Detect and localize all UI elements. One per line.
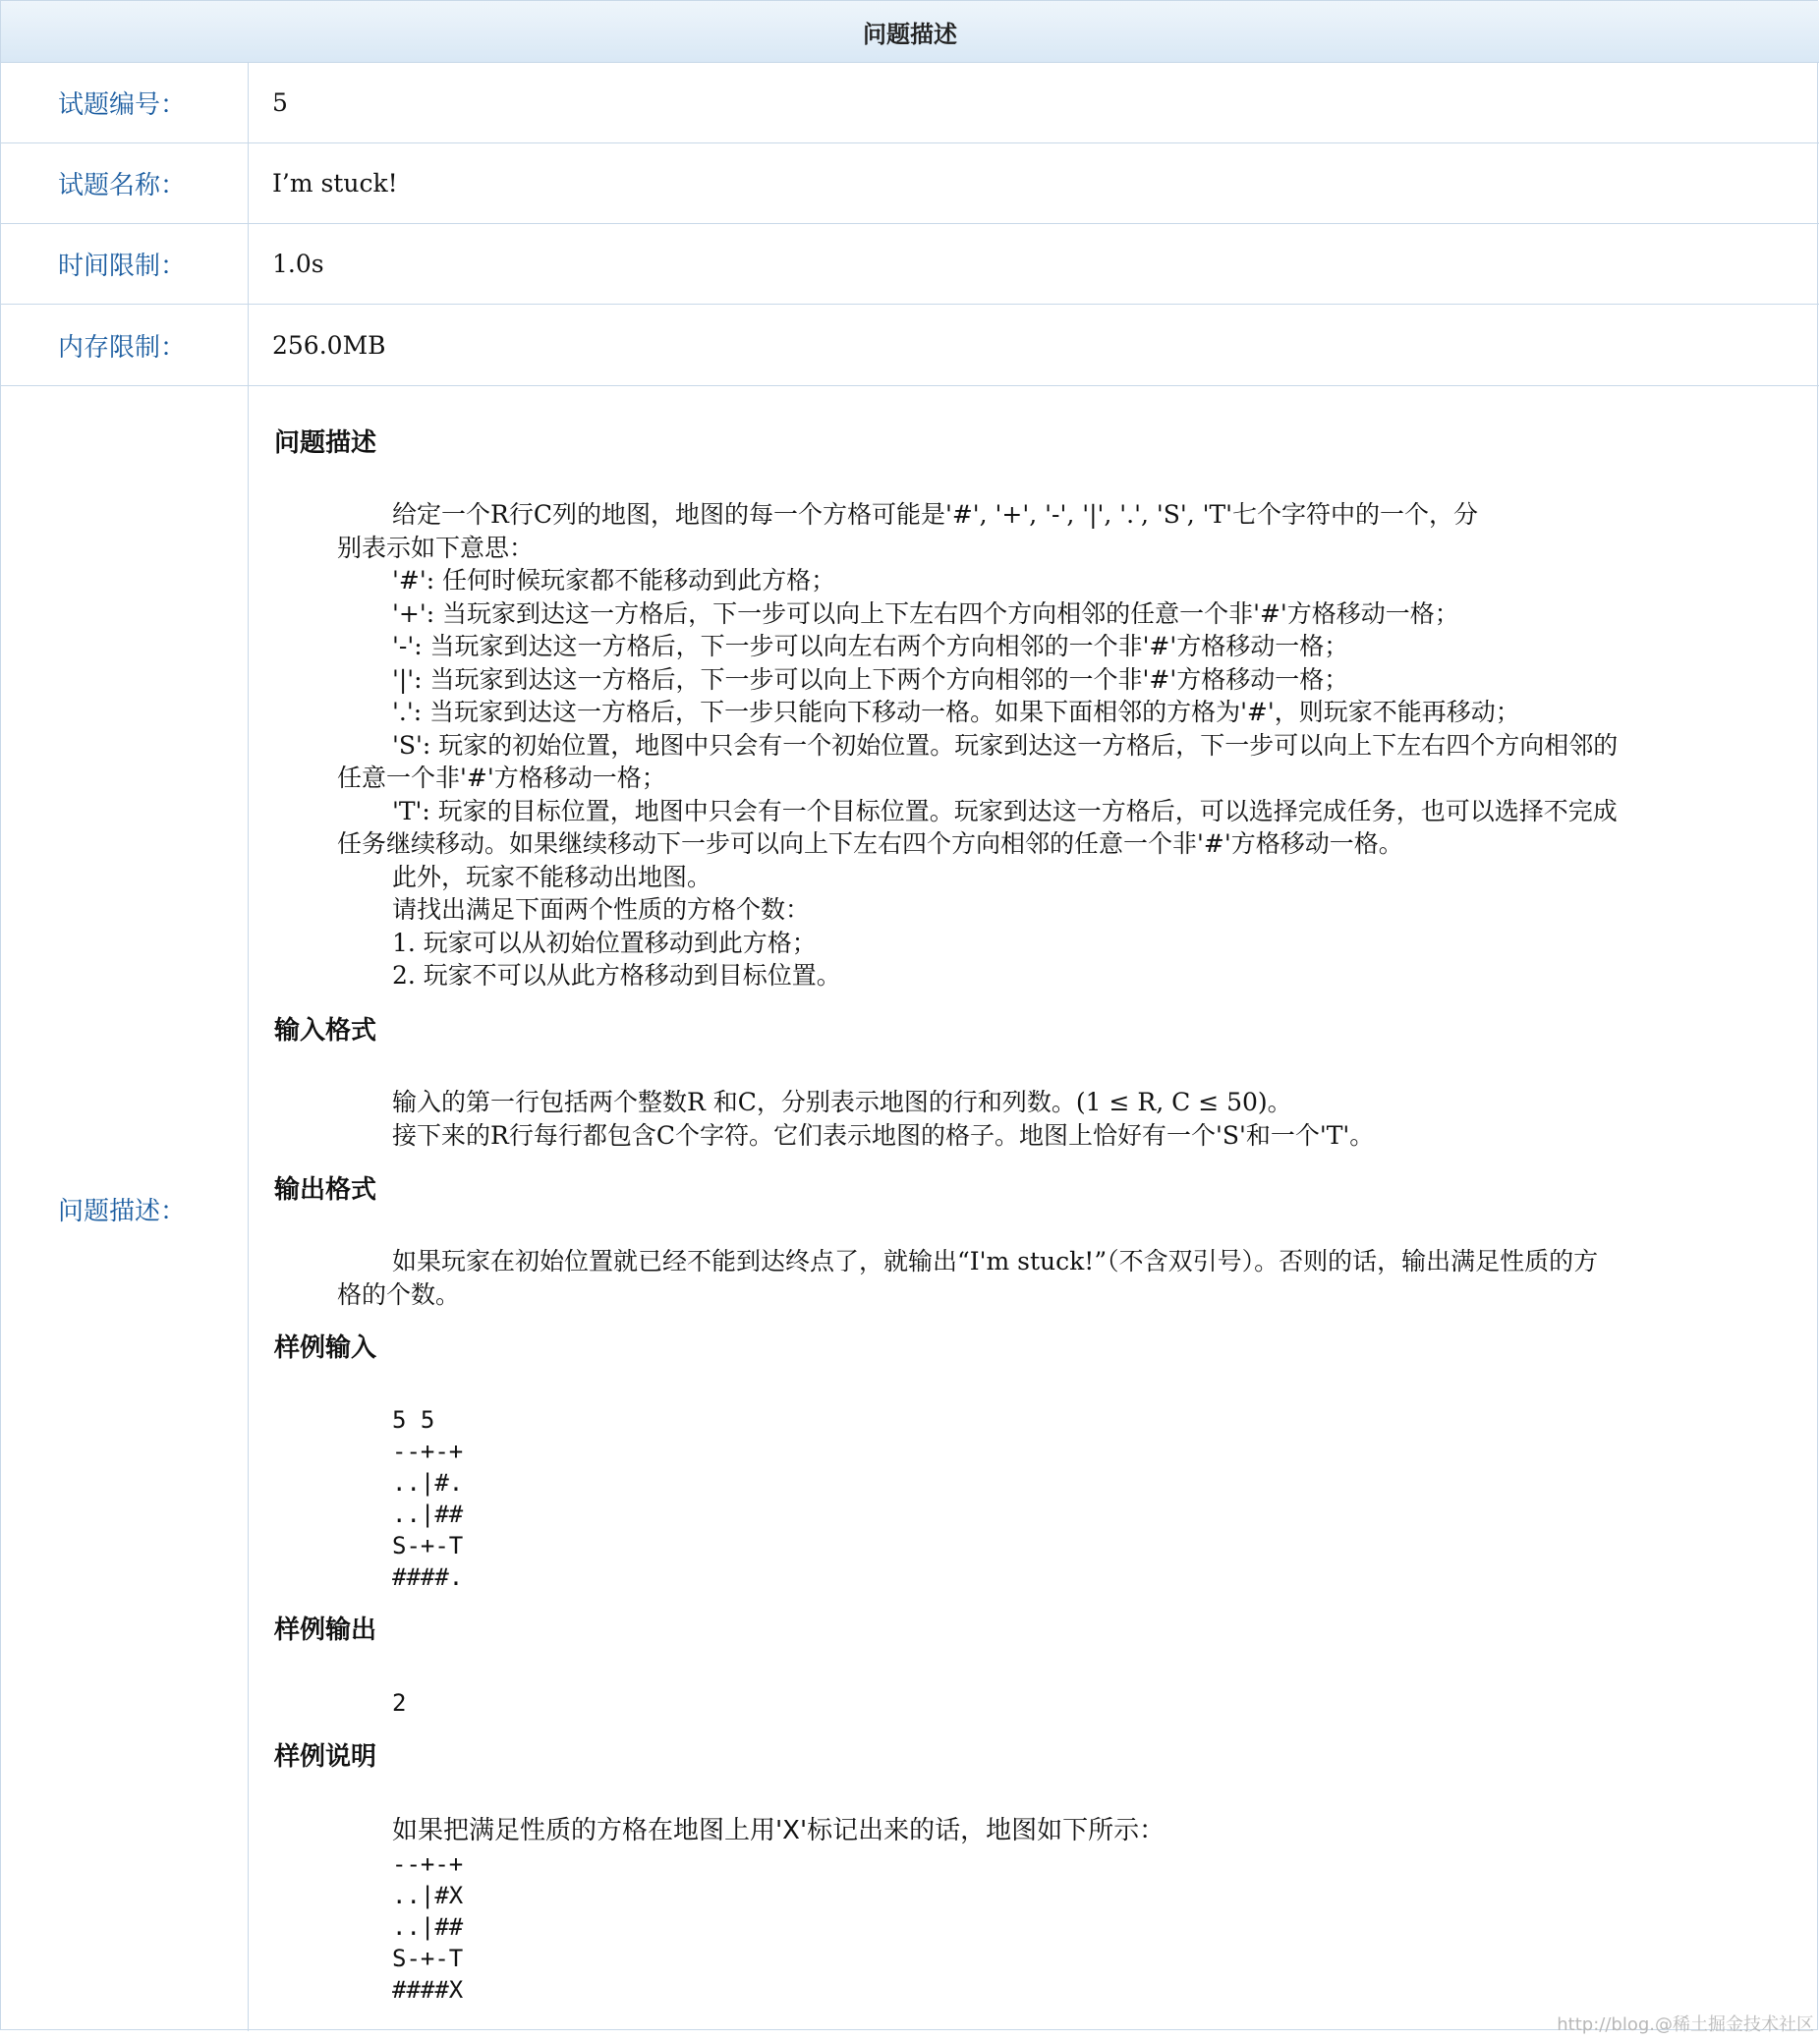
code-line: ..|##	[392, 1913, 464, 1941]
text-line: 任务继续移动。如果继续移动下一步可以向上下左右四个方向相邻的任意一个非'#'方格移动一格。	[337, 829, 1403, 858]
row-label: 试题名称：	[1, 143, 249, 223]
code-line: --+-+	[392, 1438, 464, 1465]
code-line: ..|##	[392, 1501, 464, 1528]
row-value: 256.0MB	[272, 330, 386, 360]
text-line: 别表示如下意思：	[337, 533, 535, 562]
row-label: 试题编号：	[1, 62, 249, 142]
sample-output-block	[392, 1687, 406, 1719]
output-paragraph	[337, 1245, 1792, 1311]
text-line: '+': 当玩家到达这一方格后，下一步可以向上下左右四个方向相邻的任意一个非'#'方格移动一格；	[392, 598, 1459, 628]
text-line: '.': 当玩家到达这一方格后，下一步只能向下移动一格。如果下面相邻的方格为'#'，则玩家不能再移动；	[392, 698, 1520, 726]
row-label: 内存限制：	[1, 305, 249, 385]
code-line: ####.	[392, 1563, 464, 1591]
table-header	[1, 1, 1819, 63]
section-title-sample-input: 样例输入	[274, 1333, 377, 1363]
text-line: '-': 当玩家到达这一方格后，下一步可以向左右两个方向相邻的一个非'#'方格移动一格；	[392, 632, 1349, 660]
text-line: 此外，玩家不能移动出地图。	[392, 862, 712, 891]
text-line: 任意一个非'#'方格移动一格；	[337, 764, 666, 792]
section-title-sample-explain: 样例说明	[274, 1742, 377, 1772]
section-title-input: 输入格式	[274, 1016, 377, 1046]
row-problem-name	[1, 143, 1819, 224]
code-line: 2	[392, 1689, 407, 1717]
row-value: 5	[272, 87, 288, 117]
row-label: 问题描述：	[1, 386, 249, 2031]
text-line: 2. 玩家不可以从此方格移动到目标位置。	[392, 961, 841, 990]
row-value: 1.0s	[272, 250, 324, 278]
text-line: 'S': 玩家的初始位置，地图中只会有一个初始位置。玩家到达这一方格后，下一步可以向上下左右四个方向相邻的	[392, 730, 1619, 760]
text-line: 1. 玩家可以从初始位置移动到此方格；	[392, 928, 817, 957]
text-line: 请找出满足下面两个性质的方格个数：	[392, 895, 811, 924]
problem-paragraph	[337, 498, 1792, 992]
row-label: 时间限制：	[1, 224, 249, 304]
text-line: 'T': 玩家的目标位置，地图中只会有一个目标位置。玩家到达这一方格后，可以选择完成任务，也可以选择不完成	[392, 796, 1618, 825]
code-line: S-+-T	[392, 1945, 464, 1972]
sample-explain-block	[392, 1848, 463, 2006]
table-header-title: 问题描述	[863, 20, 957, 48]
section-title-problem: 问题描述	[274, 428, 377, 458]
watermark: http://blog.@稀土掘金技术社区	[1557, 2014, 1814, 2035]
text-line: '#': 任何时候玩家都不能移动到此方格；	[392, 566, 836, 595]
text-line: 接下来的R行每行都包含C个字符。它们表示地图的格子。地图上恰好有一个'S'和一个'T'。	[392, 1120, 1375, 1150]
code-line: ..|#.	[392, 1469, 464, 1497]
code-line: 5 5	[392, 1406, 435, 1434]
row-value: I’m stuck!	[272, 169, 398, 198]
code-line: --+-+	[392, 1850, 464, 1878]
sample-explain-text: 如果把满足性质的方格在地图上用'X'标记出来的话，地图如下所示：	[392, 1816, 1166, 1845]
section-title-sample-output: 样例输出	[274, 1615, 377, 1645]
sample-input-block	[392, 1404, 463, 1593]
text-line: 格的个数。	[337, 1279, 461, 1309]
code-line: S-+-T	[392, 1532, 464, 1559]
input-paragraph	[337, 1086, 1792, 1152]
text-line: 给定一个R行C列的地图，地图的每一个方格可能是'#', '+', '-', '|', '.', 'S', 'T'七个字符中的一个，分	[392, 500, 1479, 529]
code-line: ####X	[392, 1976, 464, 2004]
row-description	[1, 386, 1819, 2031]
text-line: 如果玩家在初始位置就已经不能到达终点了，就输出“I'm stuck!”（不含双引号）。否则的话，输出满足性质的方	[392, 1247, 1599, 1275]
text-line: 输入的第一行包括两个整数R 和C，分别表示地图的行和列数。(1 ≤ R, C ≤ 50)。	[392, 1088, 1292, 1116]
row-problem-id	[1, 62, 1819, 143]
row-memory-limit	[1, 305, 1819, 386]
text-line: '|': 当玩家到达这一方格后，下一步可以向上下两个方向相邻的一个非'#'方格移动一格；	[392, 664, 1349, 694]
section-title-output: 输出格式	[274, 1175, 377, 1205]
row-time-limit	[1, 224, 1819, 305]
code-line: ..|#X	[392, 1882, 464, 1909]
